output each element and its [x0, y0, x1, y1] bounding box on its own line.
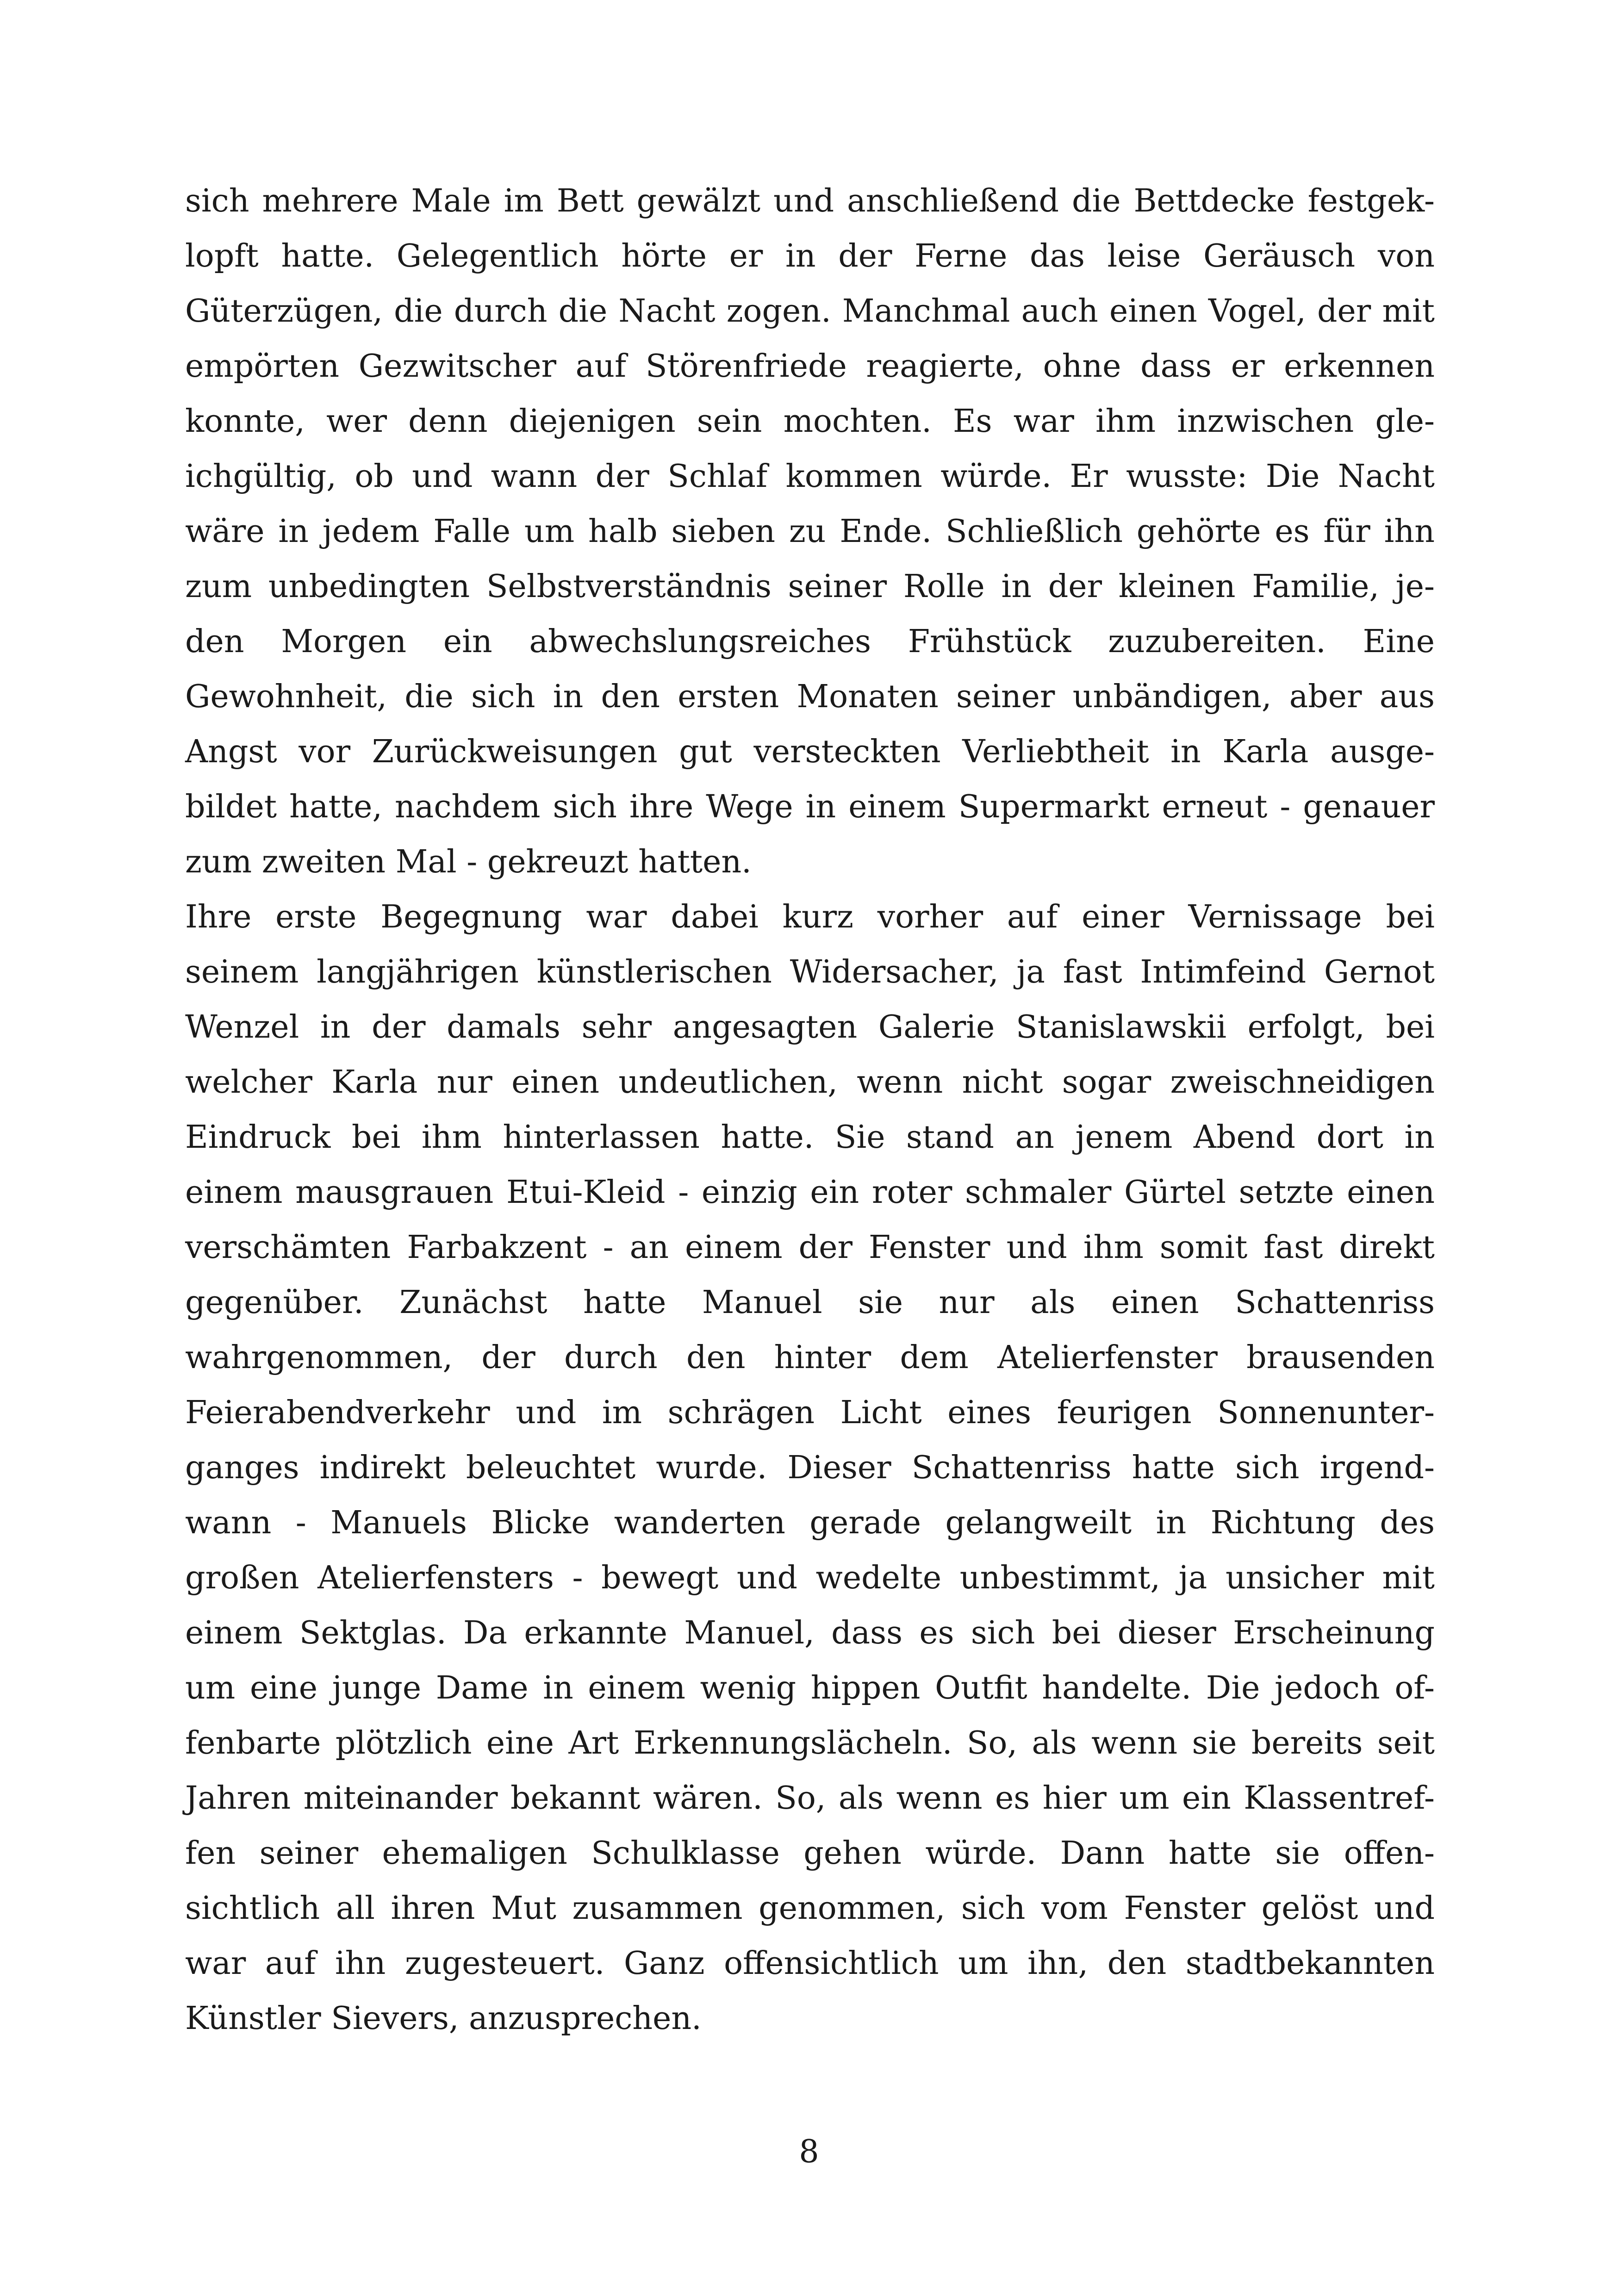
text-line: wäre in jedem Falle um halb sieben zu Ende. Schließlich gehörte es für ihn [185, 513, 1435, 550]
text-line: ichgültig, ob und wann der Schlaf kommen würde. Er wusste: Die Nacht [185, 458, 1435, 495]
text-line: ganges indirekt beleuchtet wurde. Dieser Schattenriss hatte sich irgend- [185, 1450, 1435, 1486]
text-line: sichtlich all ihren Mut zusammen genommen, sich vom Fenster gelöst und [185, 1890, 1435, 1927]
text-line: um eine junge Dame in einem wenig hippen Outfit handelte. Die jedoch of- [185, 1670, 1435, 1706]
text-line: seinem langjährigen künstlerischen Widersacher, ja fast Intimfeind Gernot [185, 954, 1435, 990]
text-line: Güterzügen, die durch die Nacht zogen. Manchmal auch einen Vogel, der mit [185, 293, 1435, 330]
text-line: Wenzel in der damals sehr angesagten Galerie Stanislawskii erfolgt, bei [185, 1009, 1435, 1045]
text-line: gegenüber. Zunächst hatte Manuel sie nur als einen Schattenriss [185, 1284, 1435, 1321]
text-line: einem mausgrauen Etui-Kleid - einzig ein roter schmaler Gürtel setzte einen [185, 1174, 1435, 1211]
text-line: zum unbedingten Selbstverständnis seiner Rolle in der kleinen Familie, je- [185, 568, 1435, 605]
text-line: Angst vor Zurückweisungen gut versteckten Verliebtheit in Karla ausge- [185, 734, 1435, 770]
text-line: empörten Gezwitscher auf Störenfriede reagierte, ohne dass er erkennen [185, 348, 1435, 385]
text-line: großen Atelierfensters - bewegt und wedelte unbestimmt, ja unsicher mit [185, 1560, 1435, 1596]
text-line: fen seiner ehemaligen Schulklasse gehen würde. Dann hatte sie offen- [185, 1835, 1435, 1872]
text-line: sich mehrere Male im Bett gewälzt und anschließend die Bettdecke festgek- [185, 183, 1435, 219]
text-line: welcher Karla nur einen undeutlichen, wenn nicht sogar zweischneidigen [185, 1064, 1435, 1101]
text-line: Jahren miteinander bekannt wären. So, als wenn es hier um ein Klassentref- [185, 1780, 1435, 1817]
page-number: 8 [799, 2134, 819, 2170]
body-text [185, 174, 1435, 2046]
text-line: einem Sektglas. Da erkannte Manuel, dass es sich bei dieser Erscheinung [185, 1615, 1435, 1651]
paragraph-end-line: zum zweiten Mal - gekreuzt hatten. [185, 844, 752, 880]
text-line: den Morgen ein abwechslungsreiches Frühstück zuzubereiten. Eine [185, 623, 1435, 660]
text-line: wahrgenommen, der durch den hinter dem Atelierfenster brausenden [185, 1339, 1435, 1376]
text-line: lopft hatte. Gelegentlich hörte er in der Ferne das leise Geräusch von [185, 238, 1435, 274]
text-line: bildet hatte, nachdem sich ihre Wege in einem Supermarkt erneut - genauer [185, 789, 1435, 825]
text-line: Eindruck bei ihm hinterlassen hatte. Sie stand an jenem Abend dort in [185, 1119, 1435, 1156]
text-line: Gewohnheit, die sich in den ersten Monaten seiner unbändigen, aber aus [185, 678, 1435, 715]
text-line: verschämten Farbakzent - an einem der Fenster und ihm somit fast direkt [185, 1229, 1435, 1266]
text-line: war auf ihn zugesteuert. Ganz offensichtlich um ihn, den stadtbekannten [185, 1945, 1435, 1982]
text-line: fenbarte plötzlich eine Art Erkennungslächeln. So, als wenn sie bereits seit [185, 1725, 1435, 1761]
text-line: Feierabendverkehr und im schrägen Licht eines feurigen Sonnenunter- [185, 1394, 1435, 1431]
text-line: wann - Manuels Blicke wanderten gerade gelangweilt in Richtung des [185, 1505, 1435, 1541]
text-line: Ihre erste Begegnung war dabei kurz vorher auf einer Vernissage bei [185, 899, 1435, 935]
text-line: konnte, wer denn diejenigen sein mochten. Es war ihm inzwischen gle- [185, 403, 1435, 440]
paragraph-end-line: Künstler Sievers, anzusprechen. [185, 2000, 702, 2037]
